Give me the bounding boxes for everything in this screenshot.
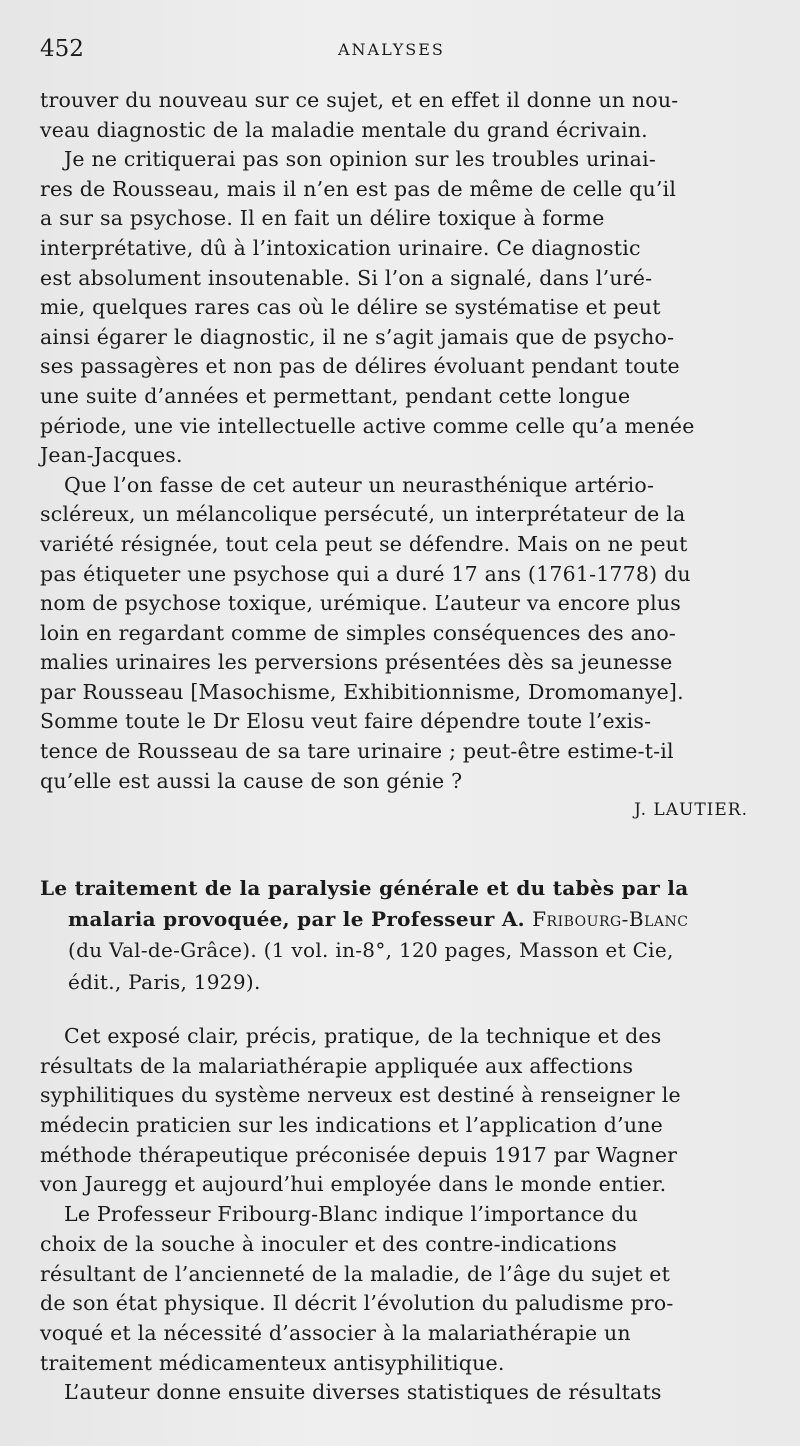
text-line: res de Rousseau, mais il n’en est pas de même de celle qu’il (40, 176, 677, 201)
text-line: Que l’on fasse de cet auteur un neurasthénique artério- (64, 472, 655, 497)
text-line: Je ne critiquerai pas son opinion sur les troubles urinai- (64, 147, 656, 172)
text-line: résultats de la malariathérapie appliquée aux affections (40, 1053, 634, 1078)
text-line: malies urinaires les perversions présentées dès sa jeunesse (40, 650, 673, 675)
heading-line: (du Val-de-Grâce). (1 vol. in-8°, 120 pages, Masson et Cie, (68, 938, 674, 963)
text-line: de son état physique. Il décrit l’évolution du paludisme pro- (40, 1291, 674, 1316)
text-line: traitement médicamenteux antisyphilitique. (40, 1350, 505, 1375)
running-head: ANALYSES (338, 40, 445, 59)
text-line: une suite d’années et permettant, pendant cette longue (40, 383, 631, 408)
text-line: scléreux, un mélancolique persécuté, un interprétateur de la (40, 502, 686, 527)
text-line: tence de Rousseau de sa tare urinaire ; peut-être estime-t-il (40, 739, 674, 764)
page-header (40, 36, 760, 70)
text-line: nom de psychose toxique, urémique. L’auteur va encore plus (40, 591, 681, 616)
text-line: qu’elle est aussi la cause de son génie ? (40, 768, 463, 793)
text-line: von Jauregg et aujourd’hui employée dans le monde entier. (40, 1172, 667, 1197)
author-name: Fribourg-Blanc (532, 907, 689, 932)
heading-line (40, 904, 762, 935)
heading-line-text: malaria provoquée, par le Professeur A. (68, 907, 525, 932)
text-line: mie, quelques rares cas où le délire se systématise et peut (40, 295, 661, 320)
text-line: résultant de l’ancienneté de la maladie, de l’âge du sujet et (40, 1261, 671, 1286)
text-line: Jean-Jacques. (40, 443, 183, 468)
text-line: ses passagères et non pas de délires évoluant pendant toute (40, 354, 680, 379)
heading-line: édit., Paris, 1929). (68, 969, 261, 994)
text-line: loin en regardant comme de simples conséquences des ano- (40, 620, 677, 645)
text-line: L’auteur donne ensuite diverses statistiques de résultats (64, 1380, 662, 1405)
text-line: ainsi égarer le diagnostic, il ne s’agit jamais que de psycho- (40, 324, 675, 349)
review-1-text (40, 86, 762, 826)
page-number: 452 (40, 36, 84, 62)
review-2-text (40, 1022, 762, 1408)
text-line: Le Professeur Fribourg-Blanc indique l’importance du (64, 1202, 639, 1227)
text-line: voqué et la nécessité d’associer à la malariathérapie un (40, 1320, 631, 1345)
text-line: période, une vie intellectuelle active comme celle qu’a menée (40, 413, 695, 438)
text-line: a sur sa psychose. Il en fait un délire toxique à forme (40, 206, 605, 231)
text-line: choix de la souche à inoculer et des contre-indications (40, 1231, 617, 1256)
text-line: veau diagnostic de la maladie mentale du grand écrivain. (40, 117, 648, 142)
signature: J. LAUTIER. (634, 800, 748, 821)
heading-line: Le traitement de la paralysie générale et du tabès par la (40, 876, 689, 900)
text-line: est absolument insoutenable. Si l’on a signalé, dans l’uré- (40, 265, 653, 290)
text-line: par Rousseau [Masochisme, Exhibitionnisme, Dromomanye]. (40, 679, 684, 704)
text-line: variété résignée, tout cela peut se défendre. Mais on ne peut (40, 531, 688, 556)
text-line: Cet exposé clair, précis, pratique, de la technique et des (64, 1024, 662, 1048)
text-line: syphilitiques du système nerveux est destiné à renseigner le (40, 1083, 681, 1108)
text-line: trouver du nouveau sur ce sujet, et en effet il donne un nou- (40, 88, 679, 112)
text-line: médecin praticien sur les indications et l’application d’une (40, 1113, 663, 1138)
text-line: pas étiqueter une psychose qui a duré 17 ans (1761-1778) du (40, 561, 691, 586)
text-line: interprétative, dû à l’intoxication urinaire. Ce diagnostic (40, 235, 641, 260)
text-line: Somme toute le Dr Elosu veut faire dépendre toute l’exis- (40, 709, 652, 734)
text-line: méthode thérapeutique préconisée depuis 1917 par Wagner (40, 1142, 678, 1167)
review-2-heading (40, 873, 762, 998)
